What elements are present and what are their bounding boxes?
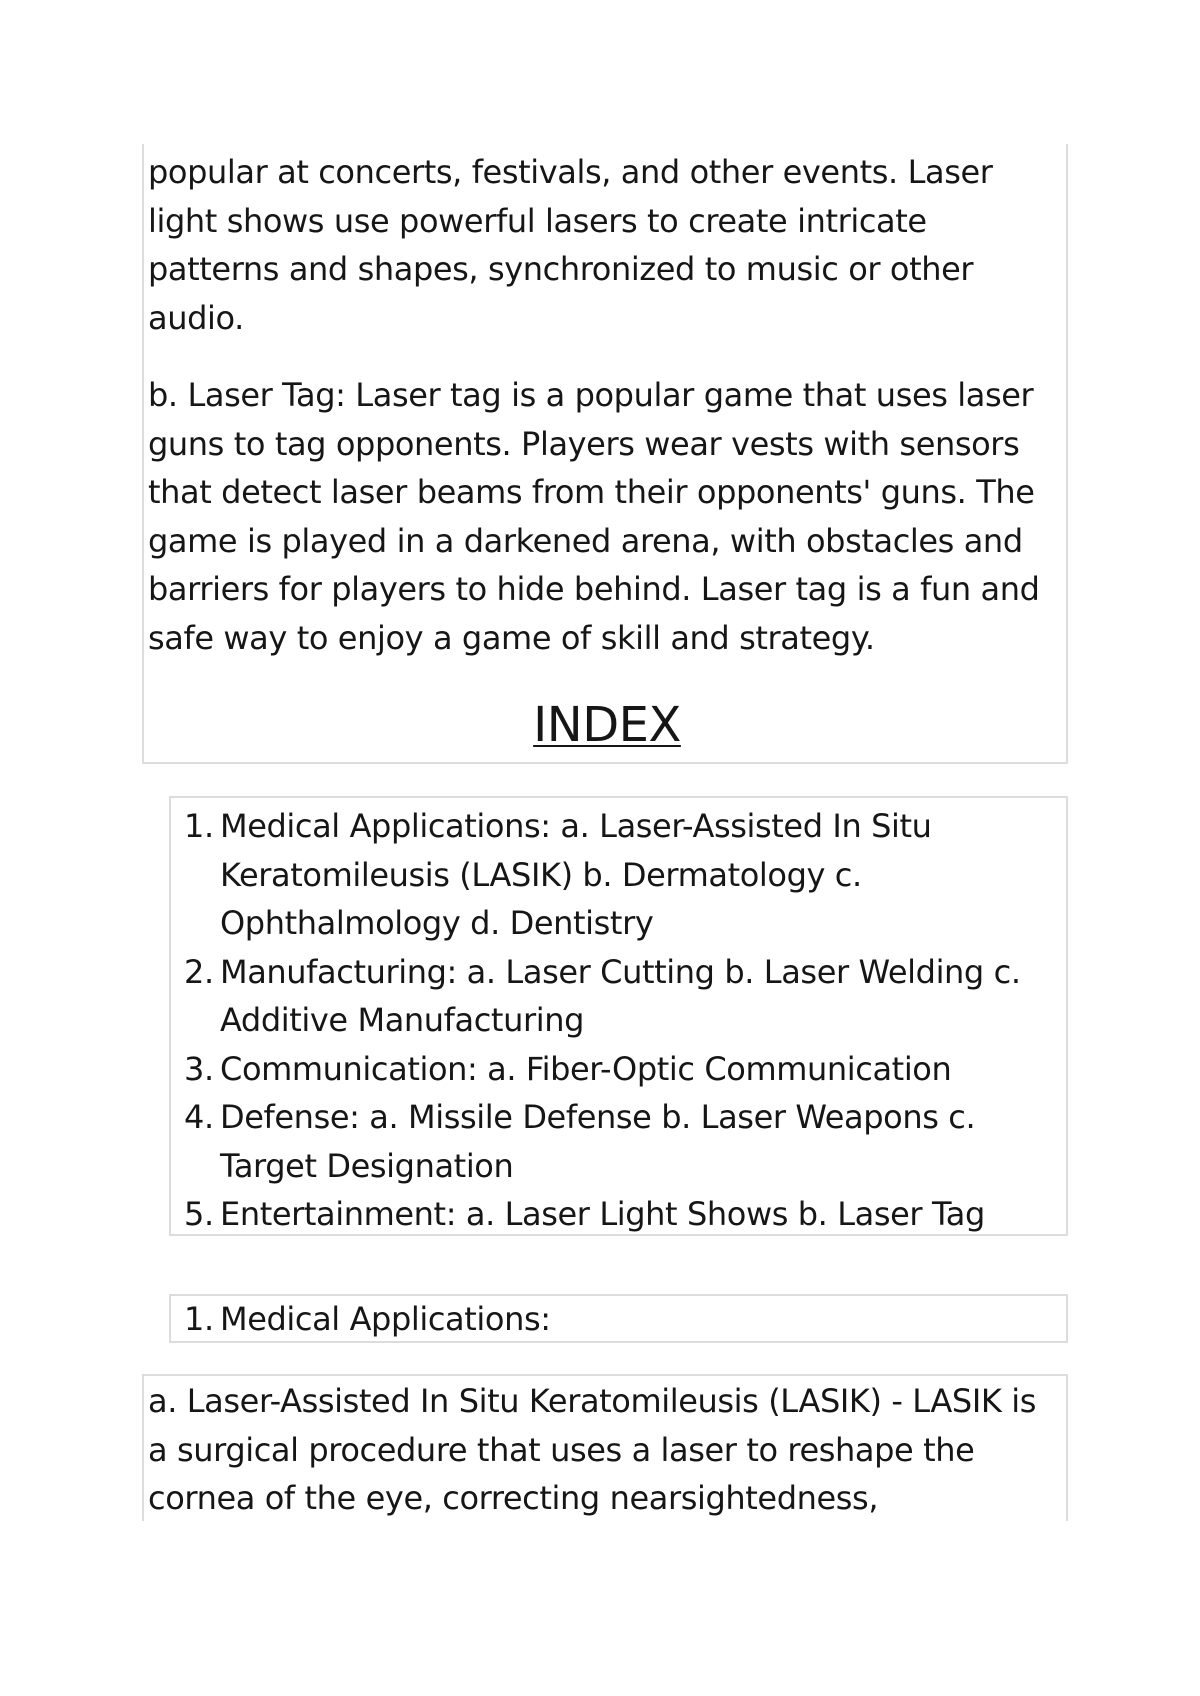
text-block-bottom (142, 1374, 1068, 1521)
paragraph-laser-light-shows-continuation: popular at concerts, festivals, and other events. Laser light shows use powerful lasers to create intricate patterns and shapes, synchronized to music or other audio. (148, 153, 993, 337)
list-item-text: Medical Applications: a. Laser-Assisted In Situ Keratomileusis (LASIK) b. Dermatology c. Ophthalmology d. Dentistry (220, 807, 932, 942)
list-item-number: 1. (184, 807, 214, 845)
text-block-top (142, 144, 1068, 764)
index-list-block (169, 796, 1068, 1236)
list-item-number: 5. (184, 1195, 214, 1233)
list-item-number: 4. (184, 1098, 214, 1136)
index-heading: INDEX (533, 697, 681, 753)
section-heading-block (169, 1294, 1068, 1343)
section-heading (171, 1296, 1066, 1342)
list-item-number: 2. (184, 952, 214, 991)
index-list-item (171, 1045, 1056, 1094)
section-title: Medical Applications: (220, 1300, 551, 1338)
index-list-item (171, 948, 1056, 1045)
paragraph-lasik: a. Laser-Assisted In Situ Keratomileusis (LASIK) - LASIK is a surgical procedure that uses a laser to reshape the cornea of the eye, correcting nearsightedness, (148, 1382, 1036, 1517)
list-item-number: 3. (184, 1049, 214, 1088)
list-item-text: Communication: a. Fiber-Optic Communication (220, 1049, 952, 1088)
list-item-text: Manufacturing: a. Laser Cutting b. Laser Welding c. Additive Manufacturing (220, 952, 1021, 1039)
paragraph-laser-tag: b. Laser Tag: Laser tag is a popular game that uses laser guns to tag opponents. Players wear vests with sensors that detect laser beams from their opponents' guns. The game is played in a darkened arena, with obstacles and barriers for players to hide behind. Laser tag is a fun and safe way to enjoy a game of skill and strategy. (148, 376, 1040, 657)
index-list (171, 802, 1056, 1239)
section-number: 1. (184, 1300, 214, 1338)
list-item-text: Defense: a. Missile Defense b. Laser Weapons c. Target Designation (220, 1098, 976, 1185)
list-item-text: Entertainment: a. Laser Light Shows b. Laser Tag (220, 1195, 985, 1233)
index-list-item (171, 1093, 1056, 1190)
index-list-item (171, 802, 1056, 948)
index-list-item (171, 1190, 1056, 1239)
